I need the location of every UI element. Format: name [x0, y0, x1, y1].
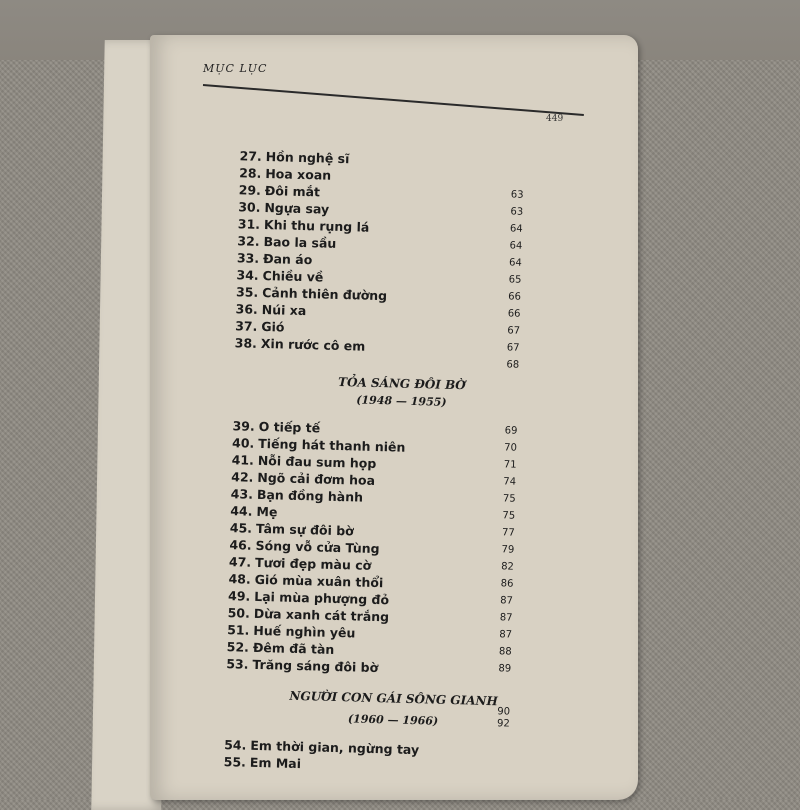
toc-entry-number: 49.	[227, 588, 251, 604]
toc-entry-title: O tiếp tế	[258, 418, 321, 436]
toc-entry-title: Huế nghìn yêu	[253, 622, 356, 641]
toc-entry-page: 87	[500, 595, 514, 607]
toc-entry-title: Dừa xanh cát trắng	[253, 605, 390, 625]
toc-entry-page: 86	[500, 578, 514, 590]
toc-entry-page: 65	[508, 274, 522, 286]
toc-entry-page: 71	[503, 459, 517, 471]
section-years-toa-sang: (1948 — 1955)	[356, 393, 447, 409]
toc-entry-page: 64	[509, 240, 523, 252]
toc-entry-title: Trăng sáng đôi bờ	[252, 656, 379, 676]
section-title-toa-sang: TỎA SÁNG ĐÔI BỜ	[337, 374, 466, 393]
toc-entry-title: Chiều về	[262, 267, 324, 285]
toc-entry-page: 64	[508, 257, 522, 269]
toc-entry-number: 50.	[227, 605, 251, 621]
toc-entry-page: 87	[499, 612, 513, 624]
toc-entry-number: 54.	[224, 737, 247, 753]
toc-entry-title: Ngựa say	[264, 199, 330, 217]
toc-entry-number: 41.	[231, 452, 255, 468]
toc-entry-title: Tâm sự đôi bờ	[255, 520, 354, 539]
toc-entry-page: 88	[498, 646, 512, 658]
toc-entry-title: Em thời gian, ngừng tay	[250, 737, 420, 758]
toc-entry-page: 75	[502, 510, 516, 522]
toc-entry-number: 52.	[226, 639, 250, 655]
toc-entry-number: 46.	[229, 537, 252, 553]
toc-entry-title: Sóng vỗ cửa Tùng	[255, 537, 380, 557]
toc-entry-page: 77	[501, 527, 515, 539]
toc-entry-number: 53.	[226, 656, 249, 672]
toc-entry-number: 42.	[231, 469, 254, 485]
toc-entry-title: Đan áo	[262, 250, 313, 268]
toc-entry-page: 66	[507, 308, 521, 320]
toc-entry-number: 33.	[236, 250, 260, 266]
toc-entry-page: 67	[506, 342, 520, 354]
toc-entry-number: 55.	[223, 754, 247, 770]
toc-entry-title: Gió	[261, 318, 285, 335]
toc-group-1	[223, 148, 568, 361]
toc-entry-title: Đôi mắt	[264, 182, 321, 200]
toc-entry-title: Khi thu rụng lá	[263, 216, 370, 235]
toc-entry-title: Núi xa	[261, 301, 307, 319]
toc-entry-page: 69	[504, 425, 518, 437]
toc-entry-page: 87	[499, 629, 513, 641]
toc-entry-number: 48.	[228, 571, 251, 587]
toc-entry-page: 74	[503, 476, 517, 488]
section-title-song-gianh: NGƯỜI CON GÁI SÔNG GIANH	[289, 688, 498, 709]
toc-entry-title: Tươi đẹp màu cờ	[254, 554, 372, 573]
toc-entry-title: Lại mùa phượng đỏ	[254, 588, 390, 608]
toc-entry-title: Gió mùa xuân thổi	[254, 571, 384, 591]
toc-entry-title: Ngõ cải đơm hoa	[257, 469, 376, 488]
toc-entry-number: 47.	[228, 554, 252, 570]
toc-entry-title: Cảnh thiên đường	[262, 284, 388, 304]
page-header-title: MỤC LỤC	[203, 62, 268, 75]
extra-page-number: 90	[497, 706, 511, 718]
toc-entry-title: Đêm đã tàn	[252, 639, 335, 657]
toc-entry-number: 37.	[234, 318, 258, 334]
toc-entry-title: Em Mai	[249, 754, 302, 772]
toc-entry-number: 31.	[237, 216, 261, 232]
toc-entry-page: 82	[500, 561, 515, 573]
toc-entry-number: 51.	[227, 622, 250, 638]
toc-entry-page: 67	[507, 325, 521, 337]
toc-entry-page: 64	[509, 223, 523, 235]
toc-group-2	[214, 418, 561, 682]
toc-entry-number: 30.	[238, 199, 261, 215]
toc-entry-number: 28.	[239, 165, 262, 181]
toc-entry-page: 89	[498, 663, 512, 675]
toc-entry-number: 43.	[230, 486, 254, 502]
toc-entry-number: 36.	[235, 301, 258, 317]
toc-entry-number: 44.	[230, 503, 253, 519]
toc-entry-page: 70	[504, 442, 518, 454]
toc-trailing-page-number: 68	[506, 359, 520, 371]
toc-entry-title: Nỗi đau sum họp	[257, 452, 377, 471]
extra-page-number: 92	[496, 718, 510, 730]
toc-entry-page: 66	[508, 291, 522, 303]
toc-entry-title: Tiếng hát thanh niên	[258, 435, 406, 455]
table-of-contents	[212, 148, 568, 780]
toc-entry-number: 29.	[238, 182, 262, 198]
page-number: 449	[546, 114, 564, 124]
toc-entry-title: Xin rước cô em	[260, 335, 366, 354]
toc-entry-number: 32.	[237, 233, 260, 249]
toc-entry-number: 40.	[231, 435, 255, 451]
toc-entry-title: Bao la sầu	[263, 233, 337, 251]
toc-entry-title: Mẹ	[256, 503, 278, 520]
toc-entry-title: Bạn đồng hành	[256, 486, 364, 505]
toc-entry-page: 75	[502, 493, 516, 505]
toc-entry-number: 45.	[229, 520, 253, 536]
toc-entry-number: 35.	[235, 284, 259, 300]
toc-entry-number: 38.	[234, 335, 258, 351]
toc-entry-number: 27.	[239, 148, 262, 164]
toc-entry-number: 39.	[232, 418, 255, 434]
toc-entry-page: 63	[510, 206, 524, 218]
toc-entry-title: Hoa xoan	[265, 165, 332, 183]
section-years-song-gianh: (1960 — 1966)	[347, 712, 439, 728]
toc-entry-number: 34.	[236, 267, 259, 283]
toc-entry-page: 63	[510, 189, 524, 201]
toc-entry-title: Hồn nghệ sĩ	[265, 148, 350, 167]
toc-entry-page: 79	[501, 544, 515, 556]
